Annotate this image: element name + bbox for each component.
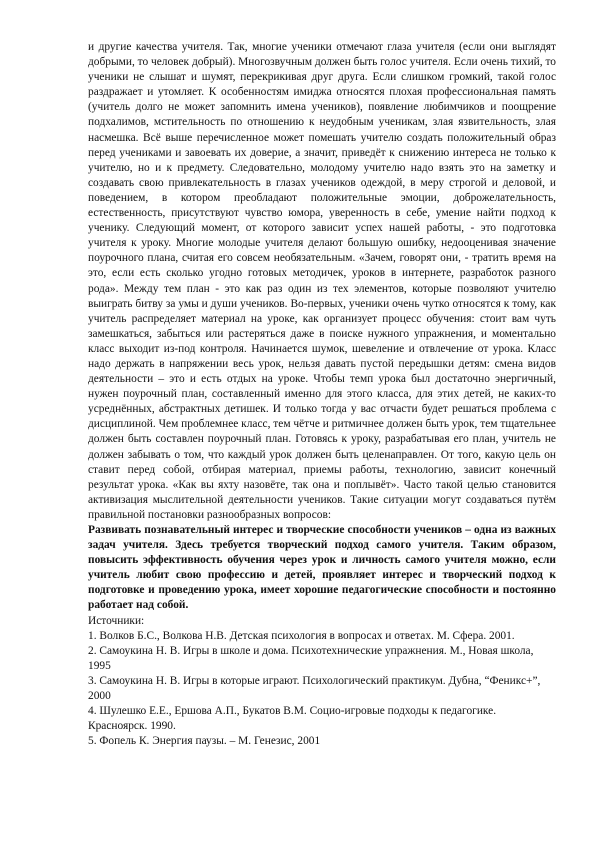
sources-heading: Источники: bbox=[88, 614, 145, 627]
conclusion-paragraph: Развивать познавательный интерес и творческие способности учеников – одна из важных задач учителя. Здесь требуется творческий подход самого учителя. Таким образом, повысить эффективность обучения через урок и личность самого учителя можно, если учитель любит свою профессию и детей, проявляет интерес и творческий подход к подготовке и проведению урока, имеет хорошие педагогические способности и постоянно работает над собой. bbox=[88, 524, 556, 612]
main-paragraph: и другие качества учителя. Так, многие ученики отмечают глаза учителя (если они выглядят добрыми, то человек добрый). Многозвучным должен быть голос учителя. Если очень тихий, то ученики не слышат и шумят, перекрикивая друг друга. Если слишком громкий, такой голос раздражает и утомляет. К особенностям имиджа относятся плохая профессиональная память (учитель долго не может запомнить имена учеников), появление любимчиков и поощрение подхалимов, мстительность по отношению к неудобным ученикам, злая язвительность, злая насмешка. Всё выше перечисленное может помешать учителю создать положительный образ перед учениками и завоевать их доверие, а значит, приведёт к снижению интереса не только к учителю, но и к предмету. Следовательно, молодому учителю надо взять это на заметку и создавать свою привлекательность в глазах учеников одеждой, в меру строгой и деловой, и поведением, в котором преобладают положительные эмоции, доброжелательность, естественность, присутствуют чувство юмора, уверенность в себе, умение найти подход к ученику. Следующий момент, от которого зависит успех нашей работы, - это подготовка учителя к уроку. Многие молодые учителя делают большую ошибку, недооценивая значение поурочного плана, считая его совсем необязательным. «Зачем, говорят они, - тратить время на это, если есть сколько угодно готовых методичек, уроков в интернете, разработок разного рода». Между тем план - это как раз один из тех элементов, которые позволяют учителю выиграть битву за умы и души учеников. Во-первых, ученики очень чутко относятся к тому, как учитель распределяет материал на уроке, как организует процесс обучения: стоит вам чуть замешкаться, забыться или растеряться даже в поиске нужного упражнения, и моментально класс выходит из-под контроля. Начинается шумок, шевеление и отвлечение от урока. Класс надо держать в напряжении весь урок, нельзя давать пустой передышки детям: смена видов деятельности – это и есть отдых на уроке. Чтобы темп урока был достаточно энергичный, нужен поурочный план, составленный именно для этого класса, для этих детей, не каких-то усреднённых, абстрактных детишек. И только тогда у вас отчасти будет решаться проблема с дисциплиной. Чем проблемнее класс, тем чётче и ритмичнее должен быть урок, тем тщательнее должен быть составлен поурочный план. Готовясь к уроку, разрабатывая его план, учитель не должен забывать о том, что каждый урок должен быть целенаправлен. От того, какую цель он ставит перед собой, отбирая материал, приемы работы, технологию, зависит конечный результат урока. «Как вы яхту назовёте, так она и поплывёт». Часто такой целью становится активизация мыслительной деятельности учеников. Такие ситуации могут создаваться путём правильной постановки разнообразных вопросов: bbox=[88, 41, 556, 521]
source-item: 4. Шулешко Е.Е., Ершова А.П., Букатов В.М. Социо-игровые подходы к педагогике. Красноярск. 1990. bbox=[88, 705, 497, 733]
source-item: 5. Фопель К. Энергия паузы. – М. Генезис, 2001 bbox=[88, 735, 321, 748]
source-item: 3. Самоукина Н. В. Игры в которые играют. Психологический практикум. Дубна, “Феникс+”, 2000 bbox=[88, 674, 541, 703]
document-body bbox=[88, 40, 556, 749]
sources-list bbox=[88, 629, 556, 750]
source-item: 2. Самоукина Н. В. Игры в школе и дома. Психотехнические упражнения. М., Новая школа, 1995 bbox=[88, 644, 534, 672]
source-item: 1. Волков Б.С., Волкова Н.В. Детская психология в вопросах и ответах. М. Сфера. 2001. bbox=[88, 629, 515, 642]
